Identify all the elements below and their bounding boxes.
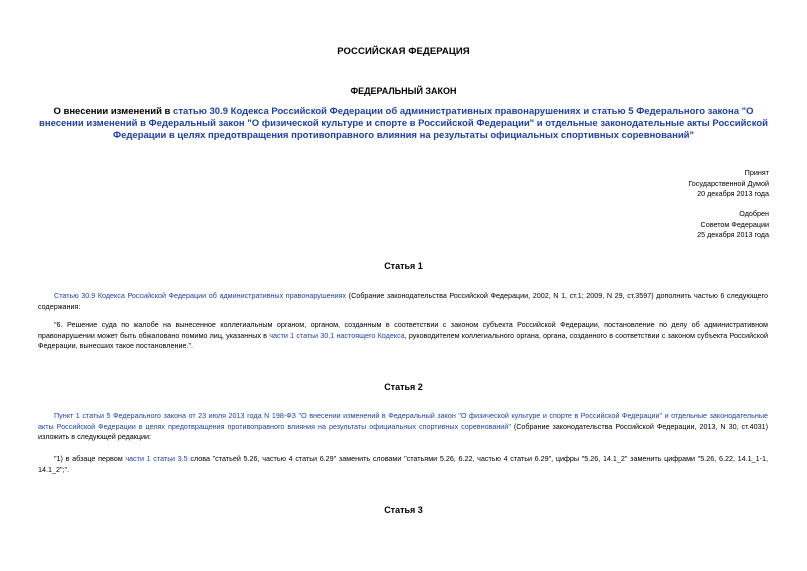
article-1-p2-text-2: , руководителем коллегиального органа, органа, созданного в соответствии с законом субъекта Российской Федерации, вынесших такое постановление.". [38,330,769,350]
approval-line-2: Советом Федерации [700,219,769,229]
approval-date: 25 декабря 2013 года [697,230,769,239]
article-3-heading: Статья 3 [384,505,423,515]
approval-block [697,209,769,241]
article-2-law-link[interactable]: Пункт 1 статьи 5 Федерального закона от 23 июля 2013 года N 198-ФЗ "О внесении изменений в Федеральный закон "О физической культуре и спорте в Российской Федерации" и отдельные законодательные акты Российской Федерации в целях предотвращения противоправного влияния на результаты официальных спортивных соревнований" [38,411,768,431]
article-2-p1-text: (Собрание законодательства Российской Федерации, 2013, N 30, ст.4031) изложить в следующей редакции: [38,421,768,441]
approval-line-1: Одобрен [739,209,769,218]
article-2-paragraph-2 [38,454,768,475]
adoption-block [688,168,769,200]
adoption-line-1: Принят [744,168,769,177]
article-1-code-link[interactable]: Статью 30.9 Кодекса Российской Федерации об административных правонарушениях [54,291,347,300]
article-1-p2-text-1: "6. Решение суда по жалобе на вынесенное коллегиальным органом, органом, созданным в соответствии с законом субъекта Российской Федерации, постановление по делу об административном правонарушении может быть обжаловано помимо лиц, указанных в [38,320,768,340]
article-1-part-link[interactable]: части 1 статьи 30.1 настоящего Кодекса [269,330,405,340]
article-1-p1-text: (Собрание законодательства Российской Федерации, 2002, N 1, ст.1; 2009, N 29, ст.3597) дополнить частью 6 следующего содержания: [38,291,769,311]
article-2-p2-text-2: слова "статьей 5.26, частью 4 статьи 6.29" заменить словами "статьями 5.26, 6.22, частью 4 статьи 6.29", цифры "5.26, 14.1_2" заменить цифрами "5.26, 6.22, 14.1_1-1, 14.1_2";". [38,454,768,474]
article-2-part-link[interactable]: части 1 статьи 3.5 [125,454,188,463]
article-2-heading: Статья 2 [384,382,423,392]
title-prefix: О внесении изменений в [53,106,174,117]
title-link[interactable]: статью 30.9 Кодекса Российской Федерации об административных правонарушениях и статью 5 Федерального закона "О внесении изменений в Федеральный закон "О физической культуре и спорте в Российской Федерации" и отдельные законодательные акты Российской Федерации в целях предотвращения противоправного влияния на результаты официальных спортивных соревнований" [39,106,768,141]
article-1-paragraph-2 [38,320,768,352]
country-heading: РОССИЙСКАЯ ФЕДЕРАЦИЯ [337,46,470,57]
article-2-p2-text-1: "1) в абзаце первом [54,454,126,463]
document-title [30,106,777,142]
article-1-paragraph-1 [38,291,768,312]
article-2-paragraph-1 [38,411,768,443]
adoption-date: 20 декабря 2013 года [697,189,769,198]
document-type-heading: ФЕДЕРАЛЬНЫЙ ЗАКОН [350,86,457,96]
adoption-line-2: Государственной Думой [688,178,769,188]
article-1-heading: Статья 1 [384,261,423,271]
